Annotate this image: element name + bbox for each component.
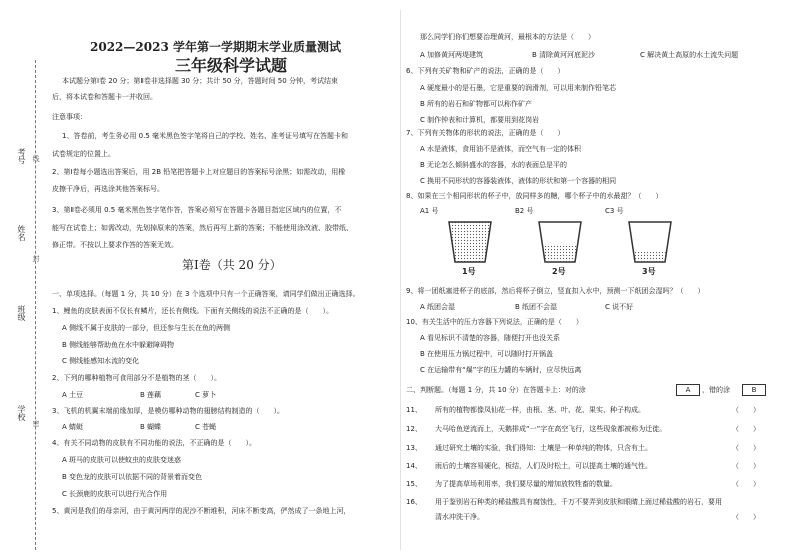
cup-3-label: 3号 <box>642 267 656 276</box>
q7-option-b: B 无论怎么倾斜盛水的容器，水的表面总是平的 <box>420 161 568 169</box>
question-8: 8、如果在三个相同形状的杯子中，放同样多的糖，哪个杯子中的水最甜？（ ） <box>406 192 663 200</box>
q2-option-a: A 土豆 <box>62 391 84 399</box>
cup-option-a: A1 号 <box>420 207 439 215</box>
q9-option-a: A 纸团会湿 <box>420 303 456 311</box>
notice-3b: 能写在试卷上；如需改动，先划掉原来的答案，然后再写上新的答案；不能使用涂改液、胶带纸、 <box>52 224 353 232</box>
label-school: 学校 <box>17 405 26 421</box>
section-1-heading: 第Ⅰ卷（共 20 分） <box>182 258 282 272</box>
part-2-title: 二、判断题。（每题 1 分，共 10 分）在答题卡上：对的涂 <box>406 386 586 394</box>
judge-12-num: 12、 <box>406 425 422 433</box>
question-5: 5、黄河是我们的母亲河，由于黄河两岸的泥沙不断堆积，河床不断变高，俨然成了一条地上河， <box>52 507 351 515</box>
intro-line-1: 本试题分第Ⅰ卷 20 分；第Ⅱ卷非选择题 30 分；共计 50 分，答题时间 50 分钟，考试结束 <box>62 77 338 85</box>
q6-option-a: A 硬度最小的是石墨，它是重要的润滑剂，可以用来制作铅笔芯 <box>420 84 617 92</box>
mark-separator: ，错的涂 <box>702 386 730 394</box>
cup-option-b: B2 号 <box>515 207 534 215</box>
judge-14-blank: （ ） <box>732 462 760 470</box>
judge-12-blank: （ ） <box>732 425 760 433</box>
judge-13-text: 通过研究土壤的实验，我们得知：土壤是一种单纯的物体，只含有土。 <box>435 444 652 452</box>
q9-option-b: B 纸团不会湿 <box>515 303 558 311</box>
label-class: 班级 <box>17 305 26 321</box>
q1-option-a: A 侧线不属于皮肤的一部分，但还参与生长在鱼的两侧 <box>62 324 231 332</box>
question-1: 1、鲤鱼的皮肤表面不仅长有鳞片，还长有侧线。下面有关侧线的说法不正确的是（ ）。 <box>52 307 333 315</box>
question-9: 9、将一团纸塞进杯子的底部，然后将杯子倒立，竖直扣入水中，预测一下纸团会湿吗？（ ） <box>406 287 705 295</box>
question-7: 7、下列有关物体的形状的说法，正确的是（ ） <box>406 129 565 137</box>
column-divider <box>400 10 401 550</box>
q5-continued: 那么同学们你们想要治理黄河，最根本的方法是（ ） <box>420 33 595 41</box>
q5-option-b: B 清除黄河河底泥沙 <box>532 51 596 59</box>
q5-option-c: C 解决黄土高原的水土流失问题 <box>640 51 739 59</box>
judge-16-continued: 清水冲洗干净。 <box>435 513 484 521</box>
q2-option-b: B 莲藕 <box>140 391 162 399</box>
exam-title: 2022—2023 学年第一学期期末学业质量测试 <box>90 40 341 54</box>
q10-option-a: A 看见标识不清楚的容器，随便打开也没关系 <box>420 334 561 342</box>
judge-15-blank: （ ） <box>732 480 760 488</box>
notice-2a: 2、第Ⅰ卷每小题选出答案后，用 2B 铅笔把答题卡上对应题目的答案标号涂黑；如需改动，用橡 <box>52 168 346 176</box>
intro-line-2: 后，将本试卷和答题卡一并收回。 <box>52 93 157 101</box>
notice-1a: 1、答卷前，考生务必用 0.5 毫米黑色签字笔将自己的学校、姓名、准考证号填写在答题卡和 <box>62 132 349 140</box>
q3-option-b: B 蝴蝶 <box>140 423 162 431</box>
judge-11-blank: （ ） <box>732 406 760 414</box>
question-2: 2、下列的哪种植物可食用部分不是植物的茎（ ）。 <box>52 374 221 382</box>
label-name: 姓名 <box>17 225 26 241</box>
q7-option-c: C 换用不同形状的容器装液体，液体的形状和第一个容器的相同 <box>420 177 617 185</box>
q9-option-c: C 说不好 <box>605 303 634 311</box>
tick-feng: 封 <box>32 255 40 262</box>
q1-option-c: C 侧线能感知水流的变化 <box>62 357 140 365</box>
q7-option-a: A 水是液体，食用油不是液体，而空气有一定的体积 <box>420 145 582 153</box>
question-3: 3、飞机的机翼末端前缘加厚，是模仿哪种动物的翅膀结构制造的（ ）。 <box>52 407 284 415</box>
notice-3a: 3、第Ⅱ卷必须用 0.5 毫米黑色签字笔作答，答案必须写在答题卡各题目指定区域内的位置，不 <box>52 206 342 214</box>
q6-option-b: B 所有的岩石和矿物都可以称作矿产 <box>420 100 533 108</box>
cup-2-label: 2号 <box>552 267 566 276</box>
q2-option-c: C 萝卜 <box>195 391 217 399</box>
tick-mi: 密 <box>32 420 40 427</box>
notice-2b: 皮擦干净后，再选涂其他答案标号。 <box>52 185 164 193</box>
cup-2-figure <box>535 218 585 266</box>
part-1-title: 一、单项选择。（每题 1 分，共 10 分）在 3 个选项中只有一个正确答案，请同学们做出正确选择。 <box>52 290 360 298</box>
q1-option-b: B 侧线能够帮助鱼在水中躲避障碍物 <box>62 341 175 349</box>
label-exam-number: 考号 <box>17 148 26 164</box>
q5-option-a: A 加修黄河两堤建筑 <box>420 51 484 59</box>
q4-option-a: A 斑马的皮肤可以使蚊虫的皮肤变迷惑 <box>62 456 182 464</box>
q6-option-c: C 制作钟表和计算机，都要用到花岗岩 <box>420 116 540 124</box>
q10-option-c: C 在运输带有“爆”字的压力罐的车辆时，应尽快远离 <box>420 366 582 374</box>
mark-a-box: A <box>676 384 700 396</box>
notice-title: 注意事项： <box>52 113 87 121</box>
judge-16-blank: （ ） <box>732 513 760 521</box>
judge-14-text: 雨后的土壤容易硬化，板结，人们及时松土，可以提高土壤的通气性。 <box>435 462 652 470</box>
judge-16-num: 16、 <box>406 498 422 506</box>
exam-subtitle: 三年级科学试题 <box>175 56 288 75</box>
cup-3-figure <box>625 218 675 266</box>
tick-xian: 线 <box>32 155 40 162</box>
judge-14-num: 14、 <box>406 462 422 470</box>
judge-13-blank: （ ） <box>732 444 760 452</box>
binding-line <box>35 60 36 550</box>
q4-option-c: C 长颈鹿的皮肤可以进行光合作用 <box>62 490 168 498</box>
judge-16-text: 用于鉴别岩石种类的稀盐酸具有腐蚀性，千万不要弄到皮肤和眼睛上面过稀盐酸的岩石，要用 <box>435 498 722 506</box>
q3-option-a: A 蜻蜓 <box>62 423 84 431</box>
question-6: 6、下列有关矿物和矿产的说法，正确的是（ ） <box>406 67 565 75</box>
judge-11-num: 11、 <box>406 406 422 414</box>
judge-15-num: 15、 <box>406 480 422 488</box>
question-10: 10、有关生活中的压力容器下列说法，正确的是（ ） <box>406 318 583 326</box>
notice-3c: 修正带。不按以上要求作答的答案无效。 <box>52 241 178 249</box>
q4-option-b: B 变色龙的皮肤可以依据不同的背景着而变色 <box>62 473 203 481</box>
judge-12-text: 大马哈鱼逆流而上，天鹅排成“一”字在高空飞行，这些现象都被称为迁徙。 <box>435 425 667 433</box>
q10-option-b: B 在使用压力锅过程中，可以随时打开锅盖 <box>420 350 554 358</box>
q3-option-c: C 苍蝇 <box>195 423 217 431</box>
cup-1-figure <box>445 218 495 266</box>
question-4: 4、有关不同动物的皮肤有不同功能的说法，不正确的是（ ）。 <box>52 439 256 447</box>
judge-13-num: 13、 <box>406 444 422 452</box>
judge-15-text: 为了提高草场利用率，我们要尽量的增加放牧牲畜的数量。 <box>435 480 617 488</box>
notice-1b: 试卷规定的位置上。 <box>52 150 115 158</box>
mark-b-box: B <box>742 384 766 396</box>
cup-1-label: 1号 <box>462 267 476 276</box>
judge-11-text: 所有的植物都像凤仙花一样，由根、茎、叶、花、果实、种子构成。 <box>435 406 645 414</box>
cup-option-c: C3 号 <box>605 207 624 215</box>
